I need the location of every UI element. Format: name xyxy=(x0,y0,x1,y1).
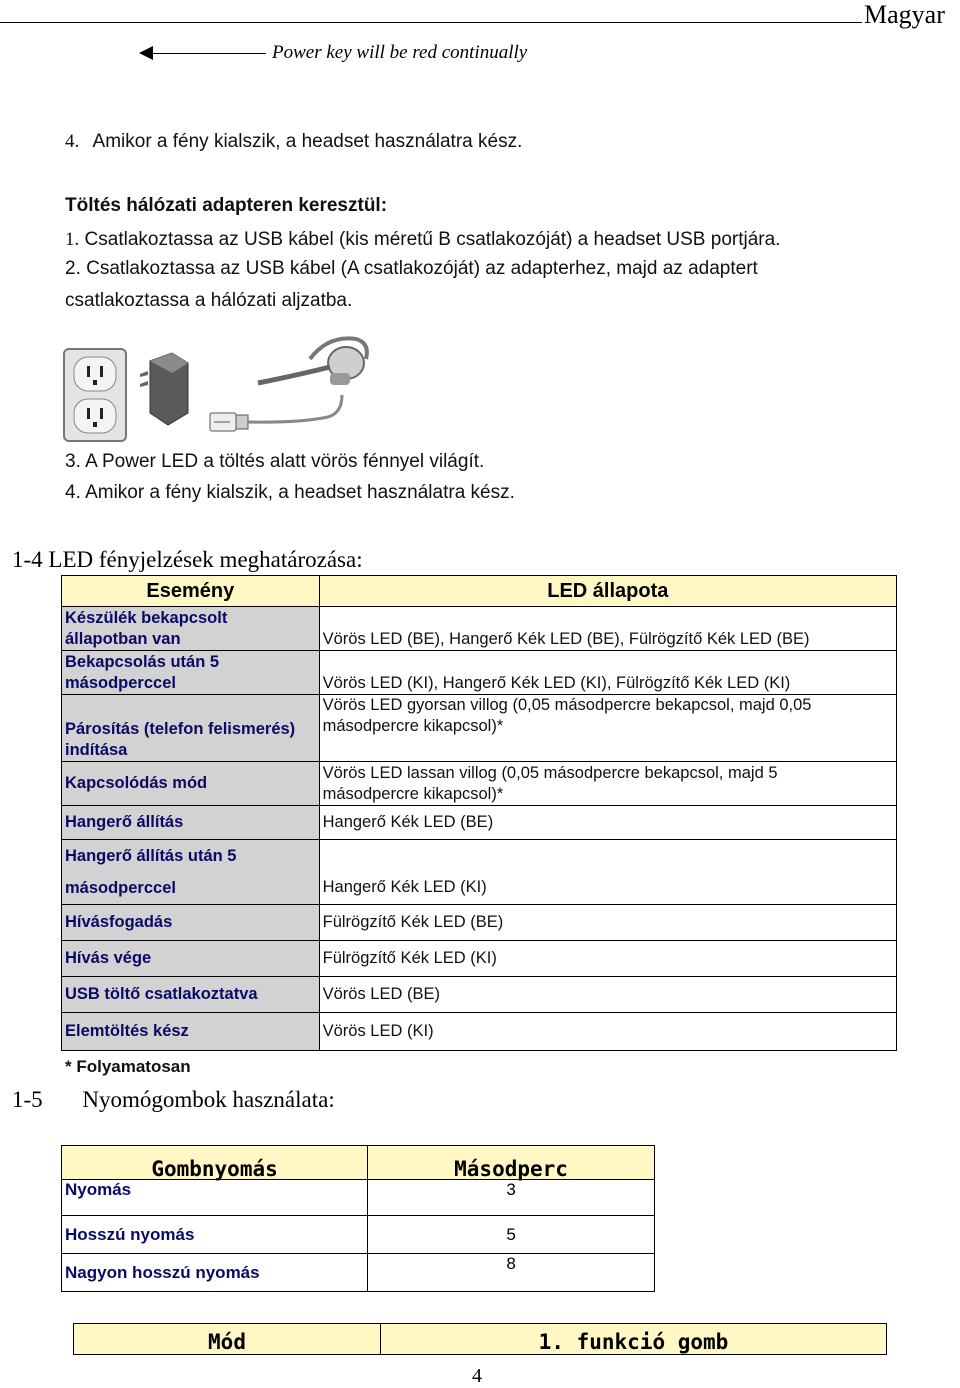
table-row xyxy=(62,1254,655,1292)
state-cell: Hangerő Kék LED (KI) xyxy=(319,840,896,905)
page-number: 4 xyxy=(472,1365,482,1387)
header-function: 1. funkció gomb xyxy=(381,1324,887,1355)
table-row xyxy=(62,806,897,840)
state-cell: Vörös LED (BE), Hangerő Kék LED (BE), Fülrögzítő Kék LED (BE) xyxy=(319,607,896,651)
wall-outlet-icon xyxy=(64,349,126,441)
event-cell: Párosítás (telefon felismerés) indítása xyxy=(62,695,320,762)
table-row xyxy=(62,1216,655,1254)
buttons-section-title xyxy=(12,1087,335,1113)
state-cell: Hangerő Kék LED (BE) xyxy=(319,806,896,840)
intro-step-4-number: 4. xyxy=(65,131,80,152)
adapter-step-1-number: 1. xyxy=(65,229,80,250)
event-cell: Hangerő állítás után 5 másodperccel xyxy=(62,840,320,905)
arrow-line xyxy=(150,53,266,54)
table-row xyxy=(62,1013,897,1051)
press-seconds: 8 xyxy=(368,1254,655,1292)
led-table xyxy=(61,575,897,1051)
state-cell: Vörös LED (KI), Hangerő Kék LED (KI), Fülrögzítő Kék LED (KI) xyxy=(319,651,896,695)
event-cell: Kapcsolódás mód xyxy=(62,762,320,806)
table-row xyxy=(62,762,897,806)
adapter-step-2-line-1: 2. Csatlakoztassa az USB kábel (A csatlakozóját) az adapterhez, majd az adaptert xyxy=(65,258,758,279)
header-state: LED állapota xyxy=(319,576,896,607)
event-cell: Hívásfogadás xyxy=(62,905,320,941)
usb-cable-icon xyxy=(210,395,342,431)
buttons-section-text: Nyomógombok használata: xyxy=(82,1087,335,1112)
press-name: Hosszú nyomás xyxy=(62,1216,368,1254)
table-row xyxy=(62,651,897,695)
event-cell: USB töltő csatlakoztatva xyxy=(62,977,320,1013)
buttons-table-header xyxy=(62,1146,655,1180)
power-adapter-icon xyxy=(140,353,188,425)
table-row xyxy=(62,905,897,941)
state-cell: Fülrögzítő Kék LED (BE) xyxy=(319,905,896,941)
table-row xyxy=(62,607,897,651)
state-cell: Vörös LED lassan villog (0,05 másodpercre bekapcsol, majd 5 másodpercre kikapcsol)* xyxy=(319,762,896,806)
intro-step-4-text: Amikor a fény kialszik, a headset használatra kész. xyxy=(92,131,523,152)
press-seconds: 3 xyxy=(368,1180,655,1216)
header-seconds: Másodperc xyxy=(368,1146,655,1180)
header-press: Gombnyomás xyxy=(62,1146,368,1180)
table-row xyxy=(62,941,897,977)
press-name: Nagyon hosszú nyomás xyxy=(62,1254,368,1292)
buttons-table xyxy=(61,1145,655,1292)
state-cell: Vörös LED (KI) xyxy=(319,1013,896,1051)
table-row xyxy=(62,977,897,1013)
event-cell: Elemtöltés kész xyxy=(62,1013,320,1051)
language-label: Magyar xyxy=(864,0,945,29)
buttons-section-number: 1-5 xyxy=(12,1087,43,1112)
header-mode: Mód xyxy=(74,1324,381,1355)
state-cell: Vörös LED (BE) xyxy=(319,977,896,1013)
adapter-step-4: 4. Amikor a fény kialszik, a headset használatra kész. xyxy=(65,482,515,503)
charging-illustration xyxy=(60,333,380,445)
state-cell: Fülrögzítő Kék LED (KI) xyxy=(319,941,896,977)
state-cell: Vörös LED gyorsan villog (0,05 másodpercre bekapcsol, majd 0,05 másodpercre kikapcsol)* xyxy=(319,695,896,762)
adapter-step-3: 3. A Power LED a töltés alatt vörös fénnyel világít. xyxy=(65,451,485,472)
header-event: Esemény xyxy=(62,576,320,607)
mode-table xyxy=(73,1323,887,1355)
event-cell: Készülék bekapcsolt állapotban van xyxy=(62,607,320,651)
mode-table-header xyxy=(74,1324,887,1355)
event-cell: Hívás vége xyxy=(62,941,320,977)
table-row xyxy=(62,1180,655,1216)
adapter-step-1 xyxy=(65,229,780,251)
table-row xyxy=(62,840,897,905)
header-rule xyxy=(0,22,862,23)
event-cell: Bekapcsolás után 5 másodperccel xyxy=(62,651,320,695)
adapter-step-1-text: Csatlakoztassa az USB kábel (kis méretű B csatlakozóját) a headset USB portjára. xyxy=(84,229,781,250)
event-cell: Hangerő állítás xyxy=(62,806,320,840)
headset-icon xyxy=(258,338,367,385)
adapter-step-2-line-2: csatlakoztassa a hálózati aljzatba. xyxy=(65,290,353,311)
press-seconds: 5 xyxy=(368,1216,655,1254)
intro-step-4 xyxy=(65,131,522,153)
power-note: Power key will be red continually xyxy=(272,42,528,63)
led-footnote: * Folyamatosan xyxy=(65,1057,191,1076)
led-table-header xyxy=(62,576,897,607)
table-row xyxy=(62,695,897,762)
adapter-title: Töltés hálózati adapteren keresztül: xyxy=(65,195,388,216)
led-section-title: 1-4 LED fényjelzések meghatározása: xyxy=(12,547,363,572)
press-name: Nyomás xyxy=(62,1180,368,1216)
